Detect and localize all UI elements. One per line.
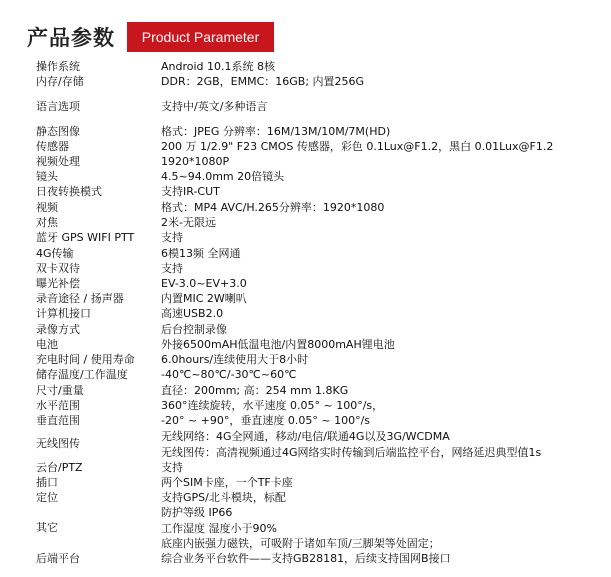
- spec-label: 视频: [36, 201, 58, 214]
- spec-value-line: 支持IR-CUT: [161, 185, 220, 198]
- spec-row: [0, 216, 611, 232]
- spec-value: [161, 399, 383, 415]
- spec-value-line: 支持: [161, 262, 183, 275]
- spec-value-line: 支持: [161, 231, 183, 244]
- spec-value-line: 内置MIC 2W喇叭: [161, 292, 247, 305]
- spec-label: 垂直范围: [36, 414, 80, 427]
- spec-value: [161, 60, 275, 76]
- spec-row: [0, 60, 611, 76]
- spec-value-line: 工作湿度 湿度小于90%: [161, 521, 277, 535]
- spec-label: 录像方式: [36, 323, 80, 336]
- spec-row: [0, 247, 611, 263]
- spec-value-line: 防护等级 IP66: [161, 506, 233, 519]
- spec-label: 双卡双待: [36, 262, 80, 275]
- spec-label: 电池: [36, 338, 58, 351]
- spec-row: [0, 476, 611, 492]
- spec-label: 后端平台: [36, 552, 80, 565]
- spec-label: 曝光补偿: [36, 277, 80, 290]
- spec-value: [161, 231, 183, 247]
- spec-label: 无线图传: [36, 437, 80, 450]
- spec-row: [0, 552, 611, 568]
- header: [0, 0, 611, 60]
- spec-row: [0, 170, 611, 186]
- spec-row: [0, 140, 611, 156]
- spec-label: 计算机接口: [36, 307, 91, 320]
- spec-value: [161, 140, 553, 156]
- spec-value-line: 4.5~94.0mm 20倍镜头: [161, 170, 285, 183]
- spec-value-line: -20° ~ +90°，垂直速度 0.05° ~ 100°/s: [161, 414, 371, 427]
- spec-row: [0, 125, 611, 141]
- spec-value: [161, 185, 220, 201]
- spec-value: [161, 384, 348, 400]
- spec-row: [0, 368, 611, 384]
- spec-label: 充电时间 / 使用寿命: [36, 353, 135, 366]
- spec-label: 日夜转换模式: [36, 185, 102, 198]
- spec-row: [0, 185, 611, 201]
- spec-value: [161, 414, 370, 430]
- spec-value: [161, 491, 286, 507]
- spec-label: 插口: [36, 476, 58, 489]
- spec-row: [0, 430, 611, 461]
- spec-value: [161, 461, 183, 477]
- spec-value-line: 6模13频 全网通: [161, 247, 241, 260]
- spec-value-line: 支持中/英文/多种语言: [161, 100, 268, 113]
- spec-row: [0, 338, 611, 354]
- spec-value: [161, 75, 364, 91]
- spec-value-line: Android 10.1系统 8核: [161, 60, 276, 73]
- spec-value-line: 支持GPS/北斗模块，标配: [161, 491, 286, 504]
- spec-label: 静态图像: [36, 125, 80, 138]
- title-badge: Product Parameter: [127, 22, 274, 52]
- spec-value-line: 支持: [161, 461, 183, 474]
- spec-row: [0, 307, 611, 323]
- spec-value: [161, 170, 284, 186]
- spec-label: 4G传输: [36, 247, 74, 260]
- spec-value-line: 后台控制录像: [161, 323, 227, 336]
- spec-value-line: 200 万 1/2.9" F23 CMOS 传感器，彩色 0.1Lux@F1.2，黑白 0.01Lux@F1.2: [161, 140, 554, 153]
- spec-label: 视频处理: [36, 155, 80, 168]
- spec-label: 尺寸/重量: [36, 384, 84, 397]
- spec-value: [161, 247, 241, 263]
- spec-row: [0, 100, 611, 116]
- spec-label: 内存/存储: [36, 75, 84, 88]
- spec-row: [0, 323, 611, 339]
- spec-label: 操作系统: [36, 60, 80, 73]
- spec-row: [0, 399, 611, 415]
- page-title: 产品参数: [27, 26, 115, 50]
- spec-value-line: 综合业务平台软件——支持GB28181，后续支持国网B接口: [161, 552, 451, 565]
- spec-value: [161, 262, 183, 278]
- spec-value-line: -40℃~80℃/-30℃~60℃: [161, 368, 297, 381]
- spec-label: 对焦: [36, 216, 58, 229]
- spec-value-line: 底座内嵌强力磁铁，可吸附于诸如车顶/三脚架等处固定；: [161, 537, 440, 550]
- spec-label: 其它: [36, 521, 58, 534]
- spec-value: [161, 353, 308, 369]
- spec-value: [161, 476, 293, 492]
- spec-value-line: 360°连续旋转，水平速度 0.05° ~ 100°/s，: [161, 399, 384, 412]
- spec-value: [161, 125, 390, 141]
- spec-value-line: 无线图传：高清视频通过4G网络实时传输到后端监控平台，网络延迟典型值1s: [161, 445, 542, 459]
- spec-label: 定位: [36, 491, 58, 504]
- spec-value-line: 无线网络：4G全网通，移动/电信/联通4G以及3G/WCDMA: [161, 430, 450, 443]
- spec-value: [161, 100, 267, 116]
- spec-row: [0, 231, 611, 247]
- spec-label: 镜头: [36, 170, 58, 183]
- spec-value: [161, 506, 440, 553]
- spec-row: [0, 155, 611, 171]
- spec-value-line: 1920*1080P: [161, 155, 230, 168]
- spec-value: [161, 552, 451, 568]
- spec-label: 语言选项: [36, 100, 80, 113]
- spec-value: [161, 201, 384, 217]
- spec-label: 传感器: [36, 140, 69, 153]
- spec-value: [161, 368, 296, 384]
- spec-value: [161, 307, 223, 323]
- spec-value-line: 直径：200mm; 高：254 mm 1.8KG: [161, 384, 349, 397]
- spec-label: 云台/PTZ: [36, 461, 83, 474]
- spec-row: [0, 384, 611, 400]
- spec-label: 蓝牙 GPS WIFI PTT: [36, 231, 135, 244]
- spec-value-line: 外接6500mAH低温电池/内置8000mAH锂电池: [161, 338, 395, 351]
- spec-row: [0, 75, 611, 91]
- spec-row: [0, 353, 611, 369]
- spec-row: [0, 461, 611, 477]
- spec-value: [161, 338, 395, 354]
- spec-value: [161, 323, 227, 339]
- spec-value-line: 格式：JPEG 分辨率：16M/13M/10M/7M(HD): [161, 125, 391, 138]
- spec-value-line: EV-3.0~EV+3.0: [161, 277, 247, 290]
- spec-value-line: 6.0hours/连续使用大于8小时: [161, 353, 309, 366]
- spec-value-line: 2米-无限远: [161, 216, 216, 229]
- spec-label: 录音途径 / 扬声器: [36, 292, 124, 305]
- spec-row: [0, 506, 611, 553]
- spec-row: [0, 292, 611, 308]
- spec-label: 储存温度/工作温度: [36, 368, 128, 381]
- spec-value: [161, 155, 229, 171]
- spec-value: [161, 430, 541, 461]
- spec-value-line: 两个SIM卡座，一个TF卡座: [161, 476, 293, 489]
- spec-row: [0, 201, 611, 217]
- spec-value-line: DDR：2GB，EMMC：16GB; 内置256G: [161, 75, 365, 88]
- spec-value: [161, 216, 216, 232]
- spec-row: [0, 491, 611, 507]
- spec-row: [0, 414, 611, 430]
- spec-row: [0, 277, 611, 293]
- spec-value-line: 格式：MP4 AVC/H.265分辨率：1920*1080: [161, 201, 385, 214]
- spec-label: 水平范围: [36, 399, 80, 412]
- spec-value: [161, 277, 247, 293]
- spec-row: [0, 262, 611, 278]
- spec-value-line: 高速USB2.0: [161, 307, 224, 320]
- spec-value: [161, 292, 247, 308]
